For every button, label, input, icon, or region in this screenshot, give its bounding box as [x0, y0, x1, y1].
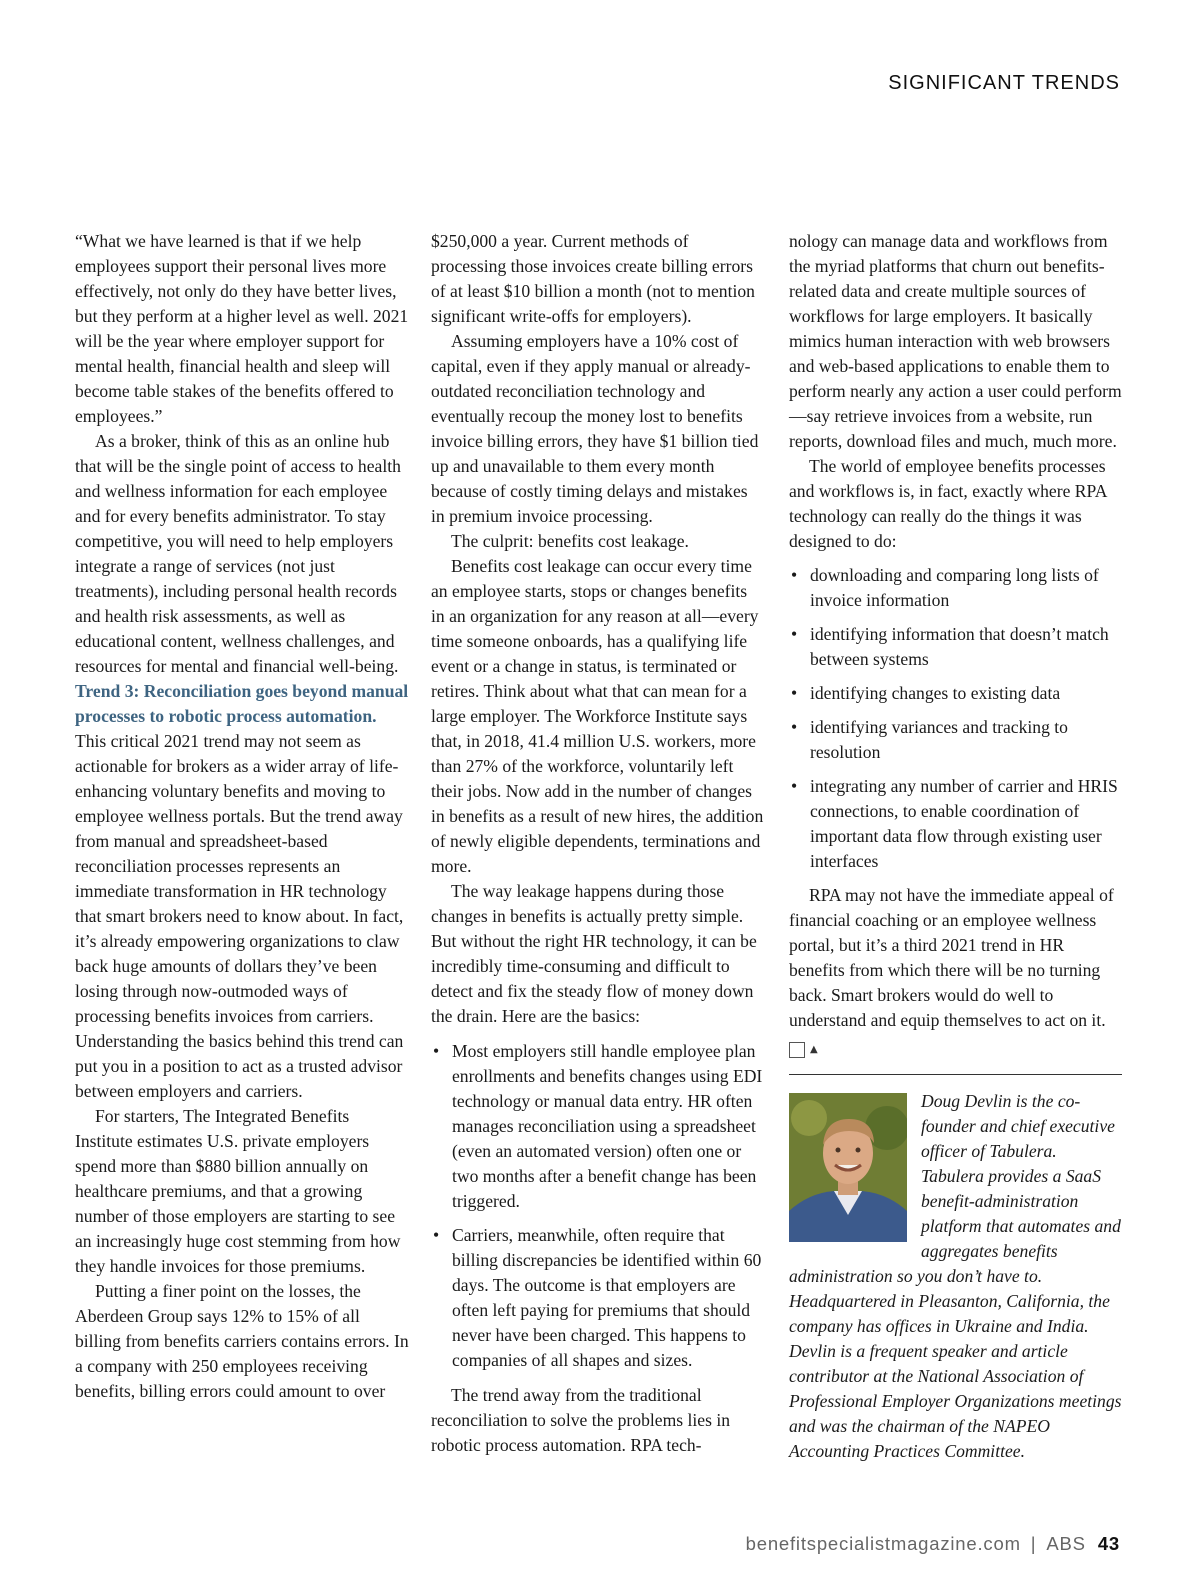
quote-paragraph: “What we have learned is that if we help employees support their personal lives more effectively, not only do they have better lives, but they perform at a higher level as well. 2021 will be the year where employer support for mental health, financial health and sleep will become table stakes of the benefits offered to employees.” [75, 231, 409, 426]
closing-text: RPA may not have the immediate appeal of financial coaching or an employee wellness portal, but it’s a third 2021 trend in HR benefits from which there will be no turning back. Smart brokers would do well to understand and equip themselves to act on it. [789, 885, 1114, 1030]
rpa-bullet-list [789, 563, 1122, 874]
bio-text: Doug Devlin is the co-founder and chief executive officer of Tabulera. Tabulera provides a SaaS benefit-administration platform that automates and aggregates benefits administration so you don’t have to. Headquartered in Pleasanton, California, the company has offices in Ukraine and India. Devlin is a frequent speaker and article contributor at the National Association of Professional Employer Organizations meetings and was the chairman of the NAPEO Accounting Practices Committee. [789, 1091, 1122, 1461]
list-item-text: Carriers, meanwhile, often require that billing discrepancies be identified within 60 days. The outcome is that employers are often left paying for premiums that should never have been charged. This happens to companies of all shapes and sizes. [452, 1225, 762, 1370]
page-number: 43 [1097, 1533, 1120, 1554]
body-paragraph: This critical 2021 trend may not seem as actionable for brokers as a wider array of life-enhancing voluntary benefits and moving to employee wellness portals. But the trend away from manual and spreadsheet-based reconciliation processes represents an immediate transformation in HR technology that smart brokers need to know about. In fact, it’s already empowering organizations to claw back huge amounts of dollars they’ve been losing through now-outmoded ways of processing benefits invoices from carriers. Understanding the basics behind this trend can put you in a position to act as a trusted advisor between employers and carriers. [75, 731, 404, 1101]
bullet-icon: • [791, 776, 798, 796]
body-paragraph: Putting a finer point on the losses, the Aberdeen Group says 12% to 15% of all billing from benefits carriers contains errors. In a company with 250 employees receiving benefits, billing errors could amount to over [75, 1281, 409, 1401]
list-item [789, 774, 1122, 874]
body-paragraph: $250,000 a year. Current methods of processing those invoices create billing errors of at least $10 billion a month (not to mention significant write-offs for employers). [431, 231, 755, 326]
body-paragraph: The culprit: benefits cost leakage. [451, 531, 689, 551]
footer-separator: | [1030, 1533, 1037, 1554]
list-item [789, 681, 1122, 706]
trend-3-heading: Trend 3: Reconciliation goes beyond manual processes to robotic process automation. [75, 681, 409, 726]
bullet-icon: • [433, 1041, 440, 1061]
author-headshot [789, 1093, 907, 1242]
list-item [431, 1223, 765, 1373]
section-title: SIGNIFICANT TRENDS [888, 72, 1120, 94]
footer-magazine: ABS [1046, 1533, 1086, 1554]
list-item-text: identifying variances and tracking to resolution [810, 717, 1068, 762]
body-paragraph: As a broker, think of this as an online hub that will be the single point of access to health and wellness information for each employee and for every benefits administrator. To stay competitive, you will need to help employers integrate a range of services (not just treatments), including personal health records and health risk assessments, as well as educational content, wellness challenges, and resources for mental and financial well-being. [75, 431, 401, 676]
author-bio [789, 1089, 1122, 1464]
bio-divider [789, 1074, 1122, 1075]
end-mark-icon: ▲ [789, 1042, 805, 1058]
body-paragraph: The way leakage happens during those changes in benefits is actually pretty simple. But without the right HR technology, it can be incredibly time-consuming and difficult to detect and fix the steady flow of money down the drain. Here are the basics: [431, 881, 757, 1026]
list-item-text: identifying changes to existing data [810, 683, 1061, 703]
column-2 [431, 229, 765, 1458]
column-3 [789, 229, 1122, 1464]
column-1 [75, 229, 409, 1404]
bullet-icon: • [791, 624, 798, 644]
body-paragraph: The world of employee benefits processes and workflows is, in fact, exactly where RPA technology can really do the things it was designed to do: [789, 456, 1107, 551]
list-item [789, 563, 1122, 613]
list-item-text: integrating any number of carrier and HRIS connections, to enable coordination of important data flow through existing user interfaces [810, 776, 1118, 871]
page-footer [746, 1533, 1120, 1555]
bullet-icon: • [433, 1225, 440, 1245]
list-item [431, 1039, 765, 1214]
list-item-text: Most employers still handle employee plan enrollments and benefits changes using EDI technology or manual data entry. HR often manages reconciliation using a spreadsheet (even an automated version) often one or two months after a benefit change has been triggered. [452, 1041, 763, 1211]
list-item-text: downloading and comparing long lists of invoice information [810, 565, 1099, 610]
bullet-icon: • [791, 565, 798, 585]
body-paragraph: Assuming employers have a 10% cost of capital, even if they apply manual or already-outdated reconciliation technology and eventually recoup the money lost to benefits invoice billing errors, they have $1 billion tied up and unavailable to them every month because of costly timing delays and mistakes in premium invoice processing. [431, 331, 759, 526]
list-item [789, 715, 1122, 765]
basics-bullet-list [431, 1039, 765, 1373]
list-item-text: identifying information that doesn’t match between systems [810, 624, 1109, 669]
closing-paragraph [789, 883, 1122, 1058]
footer-website: benefitspecialistmagazine.com [745, 1533, 1021, 1554]
body-paragraph: nology can manage data and workflows from the myriad platforms that churn out benefits-related data and create multiple sources of workflows for large employers. It basically mimics human interaction with web browsers and web-based applications to enable them to perform nearly any action a user could perform—say retrieve invoices from a website, run reports, download files and much, much more. [789, 231, 1122, 451]
body-paragraph: The trend away from the traditional reconciliation to solve the problems lies in robotic process automation. RPA tech- [431, 1385, 731, 1455]
body-paragraph: Benefits cost leakage can occur every time an employee starts, stops or changes benefits in an organization for any reason at all—every time someone onboards, has a qualifying life event or a change in status, is terminated or retires. Think about what that can mean for a large employer. The Workforce Institute says that, in 2018, 41.4 million U.S. workers, more than 27% of the workforce, voluntarily left their jobs. Now add in the number of changes in benefits as a result of new hires, the addition of newly eligible dependents, terminations and more. [431, 556, 764, 876]
body-paragraph: For starters, The Integrated Benefits Institute estimates U.S. private employers spend more than $880 billion annually on healthcare premiums, and that a growing number of those employers are starting to see an increasingly huge cost stemming from how they handle invoices for those premiums. [75, 1106, 401, 1276]
bullet-icon: • [791, 683, 798, 703]
bullet-icon: • [791, 717, 798, 737]
list-item [789, 622, 1122, 672]
author-portrait-icon [789, 1093, 907, 1242]
